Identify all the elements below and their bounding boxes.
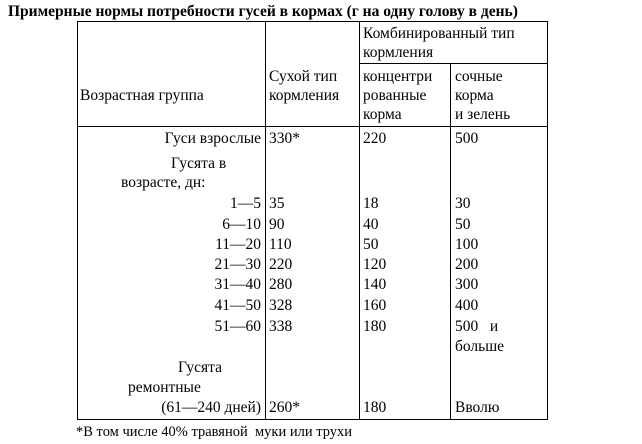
gosling-juicy: 100 [455,236,479,253]
gosling-juicy: 400 [455,297,479,314]
repair-conc: 180 [363,399,387,416]
table-top-border [77,21,548,22]
header-dry-line2: кормления [269,87,340,104]
right-border [547,21,548,420]
header-juicy-line2: корма [455,87,494,104]
footnote: *В том числе 40% травяной муки или трухи [76,424,353,440]
gosling-dry: 110 [269,236,292,253]
gosling-juicy: 300 [455,276,479,293]
row-adult-label: Гуси взрослые [164,130,261,147]
gosling-juicy: 30 [455,195,471,212]
gosling-age: 1—5 [230,195,261,212]
gosling-dry: 280 [269,276,293,293]
header-conc-line3: корма [363,106,402,123]
gosling-age: 51—60 [214,318,261,335]
header-dry-line1: Сухой тип [269,68,338,85]
gosling-dry: 338 [269,318,293,335]
gosling-conc: 40 [363,216,379,233]
left-border [77,21,78,420]
header-juicy-line1: сочные [455,68,503,85]
gosling-conc: 50 [363,236,379,253]
row-adult-juicy: 500 [455,130,479,147]
row-adult-dry: 330* [269,130,300,147]
header-age-group: Возрастная группа [80,87,204,104]
repair-juicy: Вволю [455,399,500,416]
row-adult-conc: 220 [363,130,387,147]
header-juicy-line3: и зелень [455,106,511,123]
header-bottom-border [77,126,548,127]
gosling-conc: 140 [363,276,387,293]
gosling-dry: 90 [269,216,285,233]
gosling-age: 41—50 [214,297,261,314]
gosling-conc: 160 [363,297,387,314]
gosling-conc: 18 [363,195,379,212]
header-conc-line1: концентри [363,68,433,85]
col-divider-conc [450,63,451,420]
gosling-conc: 180 [363,318,387,335]
goslings-heading-line1: Гусята в [171,155,227,172]
repair-label-line3: (61—240 дней) [161,399,261,416]
header-combined-line1: Комбинированный тип [363,25,515,42]
table-bottom-border [77,419,548,420]
gosling-age: 11—20 [215,236,261,253]
combined-subheader-line [359,63,548,64]
gosling-age: 6—10 [222,216,261,233]
header-conc-line2: рованные [363,87,427,104]
gosling-juicy: 50 [455,216,471,233]
repair-label-line2: ремонтные [128,379,201,396]
gosling-age: 31—40 [214,276,261,293]
gosling-dry: 35 [269,195,285,212]
col-divider-age [265,21,266,420]
gosling-juicy: 200 [455,256,479,273]
repair-dry: 260* [269,399,300,416]
gosling-juicy: 500 и [455,318,499,335]
repair-label-line1: Гусята [178,359,222,376]
col-divider-dry [359,21,360,420]
gosling-dry: 220 [269,256,293,273]
header-combined-line2: кормления [363,44,434,61]
gosling-dry: 328 [269,297,293,314]
gosling-age: 21—30 [214,256,261,273]
gosling-conc: 120 [363,256,387,273]
gosling-juicy-continued: больше [455,338,505,355]
goslings-heading-line2: возрасте, дн: [121,174,206,191]
table-title: Примерные нормы потребности гусей в кормах (г на одну голову в день) [8,3,518,20]
